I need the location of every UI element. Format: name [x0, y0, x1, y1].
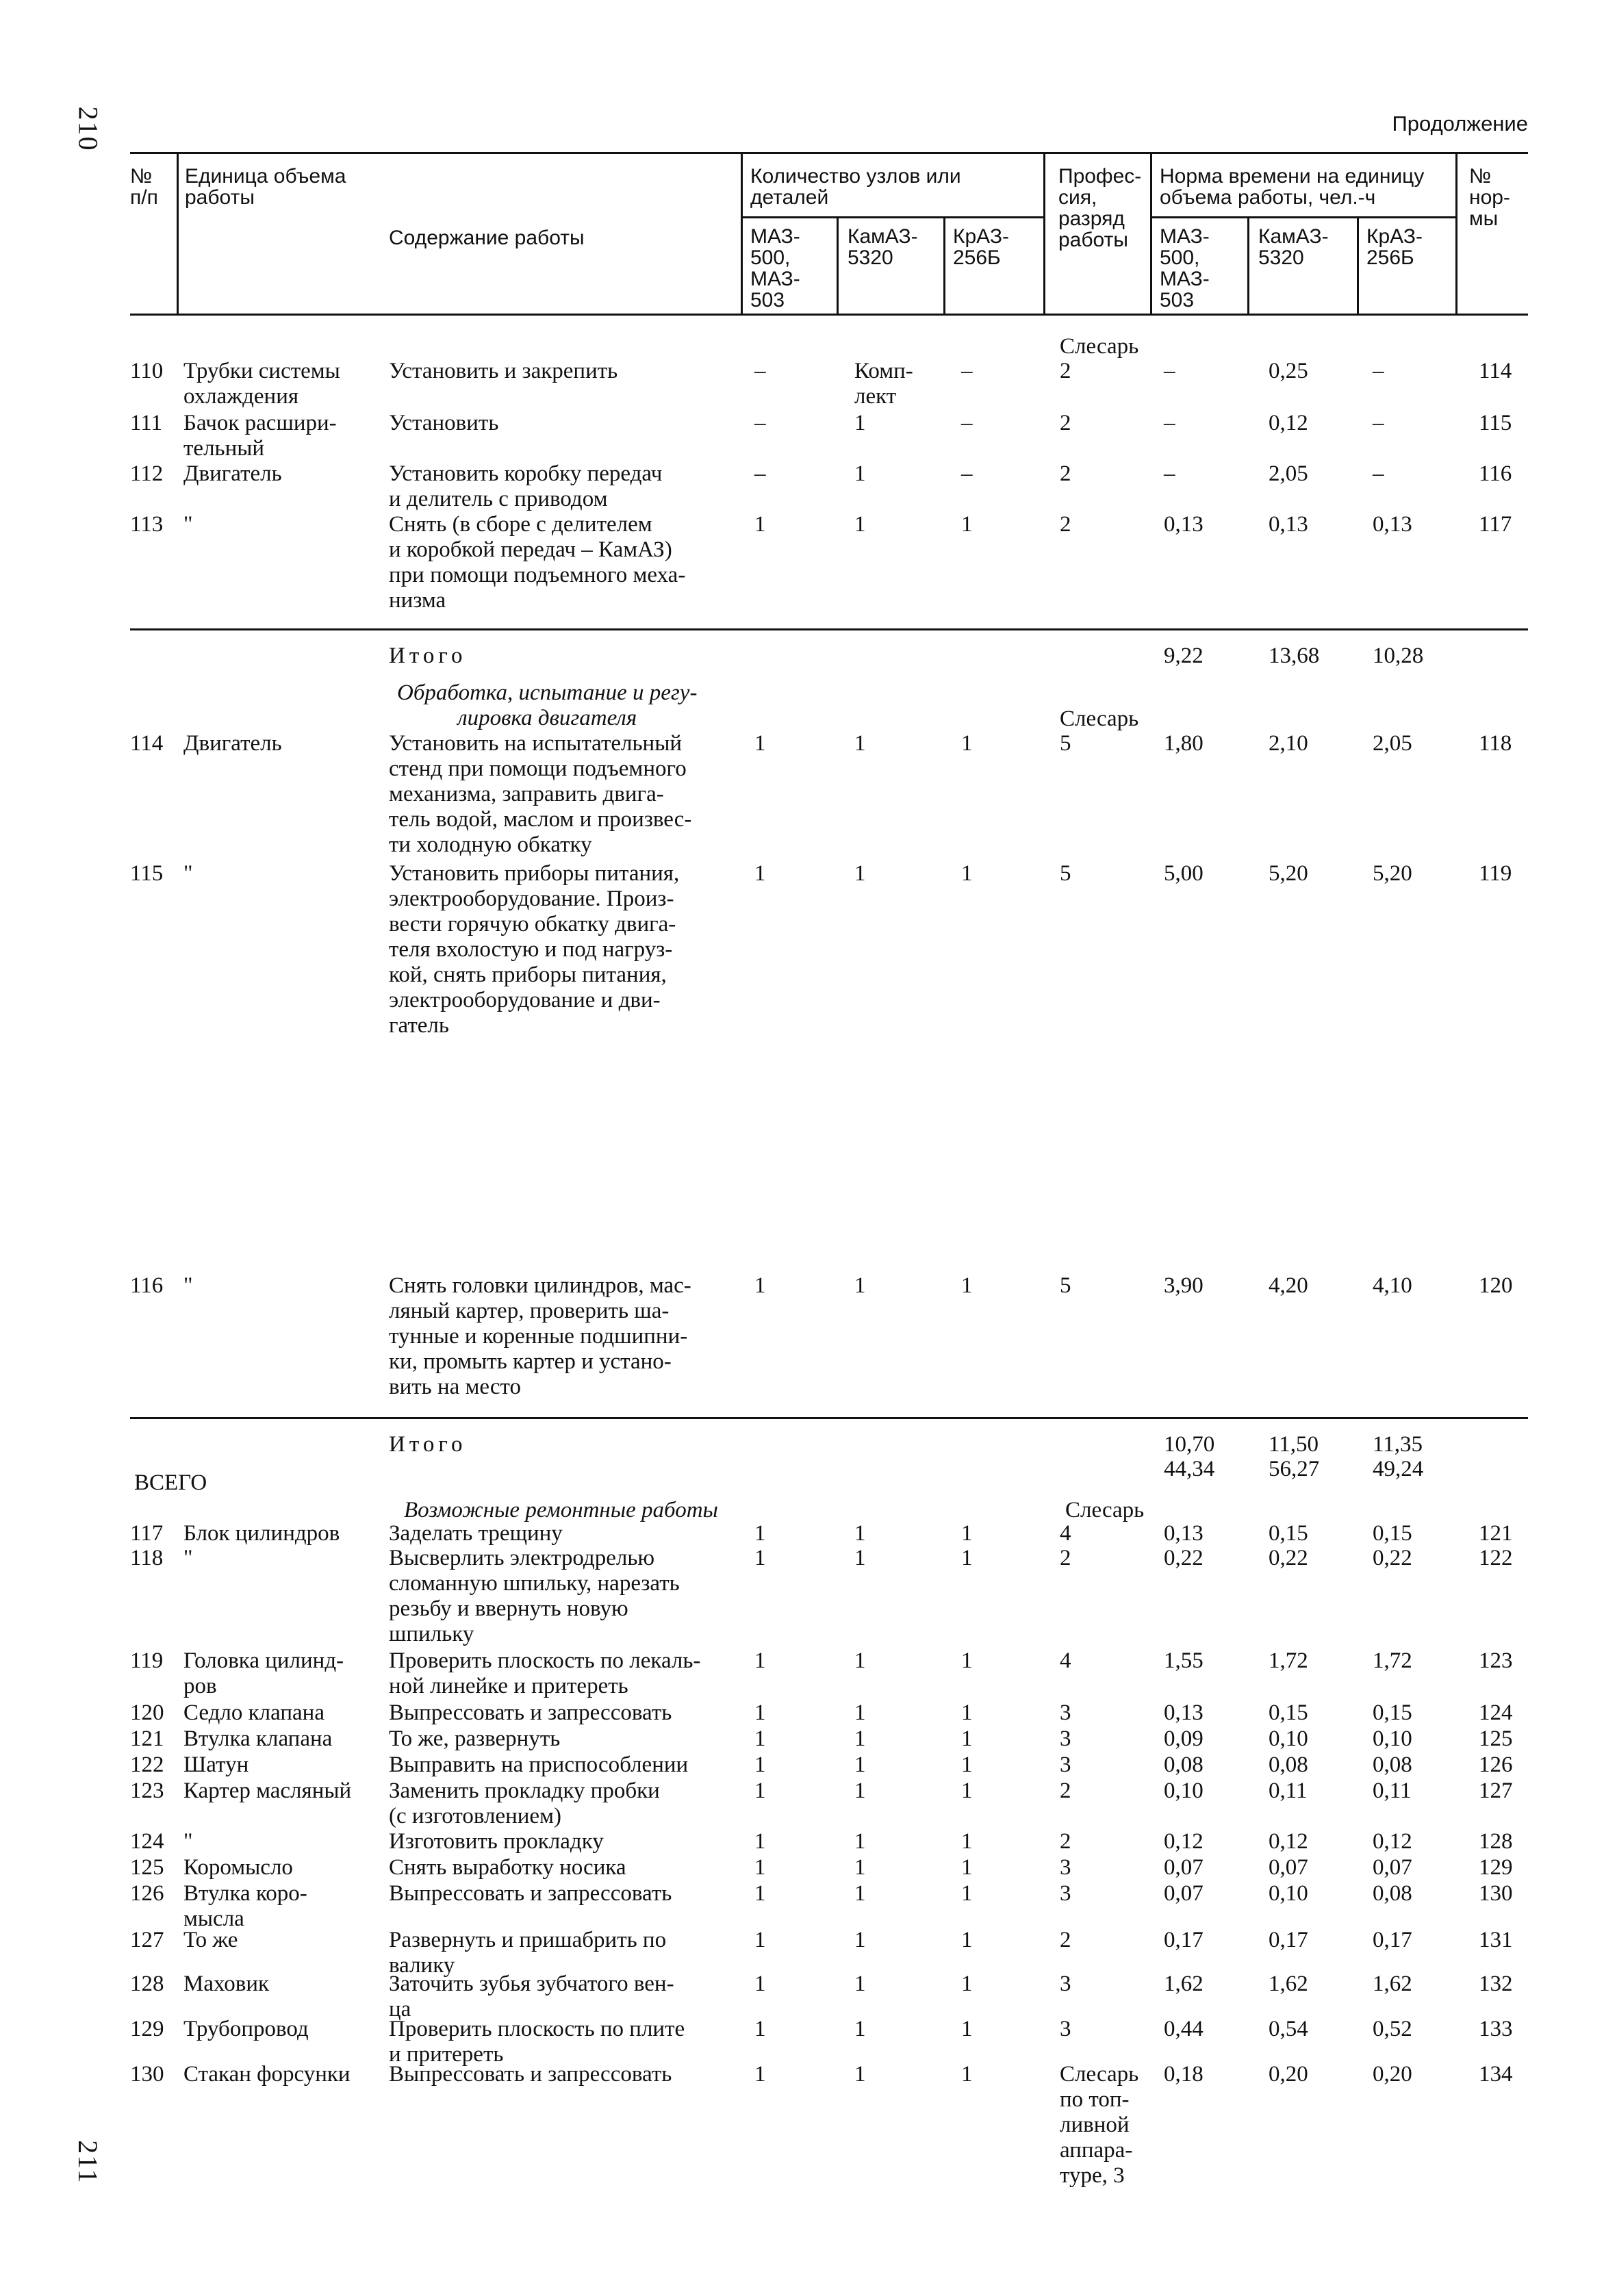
- norm-maz: 0,08: [1164, 1752, 1204, 1777]
- row-number: 114: [130, 731, 164, 756]
- row-profession: 2: [1060, 461, 1071, 486]
- qty-kraz: 1: [961, 1972, 973, 1996]
- header-num: № п/п: [130, 165, 158, 209]
- norm-number: 123: [1479, 1648, 1513, 1673]
- norm-maz: 3,90: [1164, 1273, 1204, 1298]
- row-work: То же, развернуть: [389, 1726, 561, 1751]
- qty-kraz: 1: [961, 1928, 973, 1952]
- qty-kamaz: 1: [854, 1855, 866, 1880]
- norm-maz: 0,13: [1164, 512, 1204, 537]
- itogo-kraz: 11,35: [1373, 1432, 1423, 1457]
- row-unit: Стакан форсунки: [183, 2062, 351, 2087]
- norm-kamaz: 5,20: [1269, 861, 1308, 886]
- qty-maz: 1: [754, 1273, 766, 1298]
- norm-kamaz: 1,62: [1269, 1972, 1308, 1996]
- norm-number: 128: [1479, 1829, 1513, 1854]
- qty-kamaz: 1: [854, 512, 866, 537]
- qty-maz: 1: [754, 1546, 766, 1570]
- norm-kraz: 0,10: [1373, 1726, 1412, 1751]
- row-number: 120: [130, 1700, 164, 1725]
- qty-maz: 1: [754, 1648, 766, 1673]
- qty-kraz: 1: [961, 731, 973, 756]
- page-number-right: 211: [72, 2140, 103, 2184]
- row-work: Установить и закрепить: [389, 359, 618, 383]
- norm-number: 120: [1479, 1273, 1513, 1298]
- norm-kamaz: 0,12: [1269, 411, 1308, 435]
- row-unit: ": [183, 861, 193, 886]
- norm-maz: 0,44: [1164, 2017, 1204, 2041]
- norm-maz: 1,55: [1164, 1648, 1204, 1673]
- norm-kamaz: 0,15: [1269, 1521, 1308, 1546]
- norm-kraz: 0,13: [1373, 512, 1412, 537]
- qty-kraz: 1: [961, 1273, 973, 1298]
- qty-kamaz: 1: [854, 1648, 866, 1673]
- prof-label: Слесарь: [1060, 334, 1139, 359]
- row-work: Высверлить электродрелью сломанную шпильку, нарезать резьбу и ввернуть новую шпильку: [389, 1546, 680, 1646]
- continuation-label: Продолжение: [1392, 112, 1528, 136]
- vsego-kamaz: 56,27: [1269, 1457, 1320, 1481]
- header-norm-kraz: КрАЗ- 256Б: [1366, 225, 1423, 269]
- norm-number: 125: [1479, 1726, 1513, 1751]
- norm-kraz: 0,15: [1373, 1521, 1412, 1546]
- row-profession: 4: [1060, 1648, 1071, 1673]
- qty-maz: 1: [754, 1700, 766, 1725]
- row-work: Выпрессовать и запрессовать: [389, 1881, 672, 1906]
- prof-label: Слесарь: [1060, 706, 1139, 731]
- itogo-label: Итого: [389, 643, 467, 668]
- row-number: 127: [130, 1928, 164, 1952]
- row-profession: 2: [1060, 411, 1071, 435]
- row-work: Выправить на приспособлении: [389, 1752, 689, 1777]
- row-number: 112: [130, 461, 164, 486]
- row-work: Изготовить прокладку: [389, 1829, 604, 1854]
- norm-maz: 0,10: [1164, 1778, 1204, 1803]
- norm-maz: –: [1164, 411, 1175, 435]
- row-unit: ": [183, 1546, 193, 1570]
- norm-number: 127: [1479, 1778, 1513, 1803]
- qty-kamaz: 1: [854, 1928, 866, 1952]
- row-profession: Слесарь по топ- ливной аппара- туре, 3: [1060, 2062, 1139, 2188]
- row-unit: ": [183, 1273, 193, 1298]
- norm-maz: 0,13: [1164, 1700, 1204, 1725]
- row-profession: 3: [1060, 1726, 1071, 1751]
- norm-kamaz: 0,25: [1269, 359, 1308, 383]
- qty-kraz: 1: [961, 1881, 973, 1906]
- qty-kraz: –: [961, 461, 973, 486]
- norm-number: 133: [1479, 2017, 1513, 2041]
- row-number: 118: [130, 1546, 164, 1570]
- header-unit: Единица объема работы: [185, 165, 346, 209]
- norm-kraz: 5,20: [1373, 861, 1412, 886]
- norm-kamaz: 0,10: [1269, 1726, 1308, 1751]
- page-number-left: 210: [73, 106, 104, 152]
- row-work: Установить приборы питания, электрооборудование. Произ- вести горячую обкатку двига- теля вхолостую и под нагруз- кой, снять приборы питания, электрооборудование и дви- гатель: [389, 861, 680, 1038]
- row-work: Заделать трещину: [389, 1521, 563, 1546]
- section-title: Возможные ремонтные работы: [404, 1498, 718, 1522]
- norm-kamaz: 0,17: [1269, 1928, 1308, 1952]
- vsego-label: ВСЕГО: [134, 1470, 207, 1495]
- qty-kamaz: Комп- лект: [854, 359, 913, 409]
- norm-kraz: 0,17: [1373, 1928, 1412, 1952]
- row-profession: 3: [1060, 1700, 1071, 1725]
- header-norm-maz: МАЗ- 500, МАЗ- 503: [1160, 225, 1210, 311]
- row-work: Установить коробку передач и делитель с приводом: [389, 461, 663, 511]
- norm-kraz: 0,11: [1373, 1778, 1412, 1803]
- norm-kraz: 1,62: [1373, 1972, 1412, 1996]
- row-work: Выпрессовать и запрессовать: [389, 2062, 672, 2087]
- norm-kraz: 0,52: [1373, 2017, 1412, 2041]
- row-profession: 2: [1060, 1778, 1071, 1803]
- row-work: Заточить зубья зубчатого вен- ца: [389, 1972, 674, 2021]
- qty-kraz: 1: [961, 1778, 973, 1803]
- norm-maz: 0,07: [1164, 1881, 1204, 1906]
- row-profession: 2: [1060, 1546, 1071, 1570]
- itogo-kraz: 10,28: [1373, 643, 1424, 668]
- row-work: Снять выработку носика: [389, 1855, 626, 1880]
- qty-kraz: 1: [961, 1521, 973, 1546]
- row-work: Заменить прокладку пробки (с изготовлением): [389, 1778, 660, 1828]
- qty-maz: 1: [754, 1752, 766, 1777]
- norm-kamaz: 0,54: [1269, 2017, 1308, 2041]
- row-unit: Головка цилинд- ров: [183, 1648, 344, 1698]
- row-unit: Маховик: [183, 1972, 270, 1996]
- qty-maz: 1: [754, 512, 766, 537]
- row-work: Установить: [389, 411, 499, 435]
- qty-maz: –: [754, 461, 766, 486]
- norm-number: 114: [1479, 359, 1512, 383]
- prof-label: Слесарь: [1065, 1498, 1145, 1522]
- norm-kamaz: 0,10: [1269, 1881, 1308, 1906]
- qty-kraz: 1: [961, 1726, 973, 1751]
- row-number: 110: [130, 359, 164, 383]
- row-number: 119: [130, 1648, 164, 1673]
- norm-number: 118: [1479, 731, 1512, 756]
- norm-kraz: 0,20: [1373, 2062, 1412, 2087]
- row-unit: Трубки системы охлаждения: [183, 359, 340, 409]
- norm-number: 117: [1479, 512, 1512, 537]
- itogo-label: Итого: [389, 1432, 467, 1457]
- norm-maz: 0,13: [1164, 1521, 1204, 1546]
- norm-kraz: 0,22: [1373, 1546, 1412, 1570]
- header-norm: Норма времени на единицу объема работы, чел.-ч: [1160, 165, 1425, 209]
- norm-kamaz: 0,11: [1269, 1778, 1308, 1803]
- qty-kamaz: 1: [854, 1273, 866, 1298]
- norm-kraz: 0,08: [1373, 1881, 1412, 1906]
- row-number: 113: [130, 512, 164, 537]
- norm-kraz: 0,12: [1373, 1829, 1412, 1854]
- norm-kraz: –: [1373, 359, 1384, 383]
- row-number: 111: [130, 411, 163, 435]
- qty-kamaz: 1: [854, 2017, 866, 2041]
- row-unit: ": [183, 512, 193, 537]
- row-number: 123: [130, 1778, 164, 1803]
- qty-kamaz: 1: [854, 411, 866, 435]
- norm-maz: 0,17: [1164, 1928, 1204, 1952]
- row-unit: Седло клапана: [183, 1700, 324, 1725]
- row-number: 128: [130, 1972, 164, 1996]
- qty-kamaz: 1: [854, 1700, 866, 1725]
- qty-kamaz: 1: [854, 1829, 866, 1854]
- qty-kraz: 1: [961, 861, 973, 886]
- norm-number: 132: [1479, 1972, 1513, 1996]
- header-prof: Профес- сия, разряд работы: [1058, 165, 1142, 251]
- divider: [130, 1417, 1528, 1419]
- qty-kamaz: 1: [854, 1881, 866, 1906]
- qty-kraz: 1: [961, 1829, 973, 1854]
- norm-kamaz: 0,12: [1269, 1829, 1308, 1854]
- row-unit: Втулка коро- мысла: [183, 1881, 307, 1931]
- header-qty-maz: МАЗ- 500, МАЗ- 503: [750, 225, 800, 311]
- norm-kraz: –: [1373, 461, 1384, 486]
- qty-kamaz: 1: [854, 1752, 866, 1777]
- qty-kamaz: 1: [854, 1521, 866, 1546]
- qty-maz: –: [754, 411, 766, 435]
- row-number: 125: [130, 1855, 164, 1880]
- row-unit: Шатун: [183, 1752, 249, 1777]
- qty-kamaz: 1: [854, 861, 866, 886]
- row-number: 115: [130, 861, 164, 886]
- qty-kamaz: 1: [854, 461, 866, 486]
- qty-maz: 1: [754, 1829, 766, 1854]
- norm-number: 119: [1479, 861, 1512, 886]
- norm-number: 115: [1479, 411, 1512, 435]
- row-number: 122: [130, 1752, 164, 1777]
- qty-kraz: –: [961, 411, 973, 435]
- norm-maz: 5,00: [1164, 861, 1204, 886]
- row-profession: 2: [1060, 1829, 1071, 1854]
- header-qty-kamaz: КамАЗ- 5320: [848, 225, 918, 269]
- row-profession: 3: [1060, 2017, 1071, 2041]
- norm-kamaz: 0,22: [1269, 1546, 1308, 1570]
- row-work: Развернуть и пришабрить по валику: [389, 1928, 667, 1978]
- qty-kraz: 1: [961, 1855, 973, 1880]
- norm-number: 134: [1479, 2062, 1513, 2087]
- row-profession: 3: [1060, 1972, 1071, 1996]
- row-unit: Втулка клапана: [183, 1726, 333, 1751]
- row-number: 124: [130, 1829, 164, 1854]
- row-number: 130: [130, 2062, 164, 2087]
- row-work: Установить на испытательный стенд при помощи подъемного механизма, заправить двига- тель водой, маслом и произвес- ти холодную обкатку: [389, 731, 692, 857]
- row-profession: 5: [1060, 731, 1071, 756]
- norm-maz: –: [1164, 461, 1175, 486]
- row-unit: Трубопровод: [183, 2017, 309, 2041]
- row-profession: 2: [1060, 359, 1071, 383]
- itogo-kamaz: 11,50: [1269, 1432, 1319, 1457]
- section-title: Обработка, испытание и регу- лировка двигателя: [397, 680, 698, 730]
- norm-kraz: 4,10: [1373, 1273, 1412, 1298]
- qty-maz: 1: [754, 1972, 766, 1996]
- qty-kamaz: 1: [854, 1972, 866, 1996]
- qty-kraz: –: [961, 359, 973, 383]
- norm-maz: 1,80: [1164, 731, 1204, 756]
- itogo-maz: 10,70: [1164, 1432, 1215, 1457]
- norm-kamaz: 4,20: [1269, 1273, 1308, 1298]
- norm-kraz: –: [1373, 411, 1384, 435]
- norm-number: 121: [1479, 1521, 1513, 1546]
- norm-kamaz: 0,15: [1269, 1700, 1308, 1725]
- qty-kamaz: 1: [854, 731, 866, 756]
- row-profession: 5: [1060, 861, 1071, 886]
- norm-kamaz: 0,13: [1269, 512, 1308, 537]
- qty-maz: 1: [754, 731, 766, 756]
- qty-maz: 1: [754, 1855, 766, 1880]
- row-work: Снять (в сборе с делителем и коробкой передач – КамАЗ) при помощи подъемного меха- низма: [389, 512, 686, 613]
- row-number: 126: [130, 1881, 164, 1906]
- qty-kamaz: 1: [854, 1778, 866, 1803]
- row-profession: 5: [1060, 1273, 1071, 1298]
- vsego-maz: 44,34: [1164, 1457, 1215, 1481]
- qty-maz: 1: [754, 861, 766, 886]
- norm-kraz: 0,15: [1373, 1700, 1412, 1725]
- row-number: 129: [130, 2017, 164, 2041]
- header-work: Содержание работы: [389, 227, 585, 249]
- qty-kamaz: 1: [854, 2062, 866, 2087]
- norm-number: 131: [1479, 1928, 1513, 1952]
- qty-kraz: 1: [961, 2017, 973, 2041]
- row-unit: Бачок расшири- тельный: [183, 411, 337, 461]
- norm-kamaz: 2,05: [1269, 461, 1308, 486]
- qty-kamaz: 1: [854, 1726, 866, 1751]
- row-unit: Картер масляный: [183, 1778, 352, 1803]
- norm-kraz: 1,72: [1373, 1648, 1412, 1673]
- qty-maz: 1: [754, 1778, 766, 1803]
- row-profession: 2: [1060, 1928, 1071, 1952]
- qty-maz: –: [754, 359, 766, 383]
- norm-number: 116: [1479, 461, 1512, 486]
- row-profession: 3: [1060, 1855, 1071, 1880]
- qty-kamaz: 1: [854, 1546, 866, 1570]
- qty-maz: 1: [754, 2062, 766, 2087]
- norm-maz: 0,12: [1164, 1829, 1204, 1854]
- norm-kamaz: 2,10: [1269, 731, 1308, 756]
- norm-maz: 1,62: [1164, 1972, 1204, 1996]
- qty-maz: 1: [754, 1881, 766, 1906]
- qty-maz: 1: [754, 2017, 766, 2041]
- row-unit: Двигатель: [183, 731, 282, 756]
- norm-kraz: 0,07: [1373, 1855, 1412, 1880]
- norm-kamaz: 0,20: [1269, 2062, 1308, 2087]
- norm-number: 126: [1479, 1752, 1513, 1777]
- row-unit: То же: [183, 1928, 238, 1952]
- norm-kamaz: 0,08: [1269, 1752, 1308, 1777]
- norm-number: 124: [1479, 1700, 1513, 1725]
- qty-maz: 1: [754, 1726, 766, 1751]
- norm-number: 130: [1479, 1881, 1513, 1906]
- qty-kraz: 1: [961, 512, 973, 537]
- header-qty-kraz: КрАЗ- 256Б: [953, 225, 1009, 269]
- row-work: Проверить плоскость по плите и притереть: [389, 2017, 685, 2067]
- row-number: 117: [130, 1521, 164, 1546]
- qty-maz: 1: [754, 1521, 766, 1546]
- qty-kraz: 1: [961, 1752, 973, 1777]
- qty-kraz: 1: [961, 1546, 973, 1570]
- qty-kraz: 1: [961, 1648, 973, 1673]
- norm-maz: 0,18: [1164, 2062, 1204, 2087]
- norm-maz: –: [1164, 359, 1175, 383]
- norm-number: 122: [1479, 1546, 1513, 1570]
- norm-maz: 0,07: [1164, 1855, 1204, 1880]
- row-unit: Блок цилиндров: [183, 1521, 340, 1546]
- norm-kamaz: 0,07: [1269, 1855, 1308, 1880]
- norm-maz: 0,22: [1164, 1546, 1204, 1570]
- header-qty: Количество узлов или деталей: [750, 165, 961, 209]
- row-work: Снять головки цилиндров, мас- ляный картер, проверить ша- тунные и коренные подшипни- ки, промыть картер и устано- вить на место: [389, 1273, 691, 1399]
- norm-kraz: 0,08: [1373, 1752, 1412, 1777]
- vsego-kraz: 49,24: [1373, 1457, 1424, 1481]
- header-norm-kamaz: КамАЗ- 5320: [1258, 225, 1329, 269]
- row-unit: Коромысло: [183, 1855, 293, 1880]
- row-number: 121: [130, 1726, 164, 1751]
- itogo-kamaz: 13,68: [1269, 643, 1320, 668]
- norm-kraz: 2,05: [1373, 731, 1412, 756]
- row-number: 116: [130, 1273, 164, 1298]
- row-profession: 2: [1060, 512, 1071, 537]
- row-unit: Двигатель: [183, 461, 282, 486]
- norm-number: 129: [1479, 1855, 1513, 1880]
- row-work: Проверить плоскость по лекаль- ной линейке и притереть: [389, 1648, 701, 1698]
- divider: [130, 628, 1528, 630]
- norm-maz: 0,09: [1164, 1726, 1204, 1751]
- qty-kraz: 1: [961, 2062, 973, 2087]
- row-work: Выпрессовать и запрессовать: [389, 1700, 672, 1725]
- row-profession: 3: [1060, 1881, 1071, 1906]
- row-profession: 3: [1060, 1752, 1071, 1777]
- qty-maz: 1: [754, 1928, 766, 1952]
- norm-kamaz: 1,72: [1269, 1648, 1308, 1673]
- header-norm-number: № нор- мы: [1469, 165, 1510, 230]
- row-profession: 4: [1060, 1521, 1071, 1546]
- itogo-maz: 9,22: [1164, 643, 1204, 668]
- qty-kraz: 1: [961, 1700, 973, 1725]
- row-unit: ": [183, 1829, 193, 1854]
